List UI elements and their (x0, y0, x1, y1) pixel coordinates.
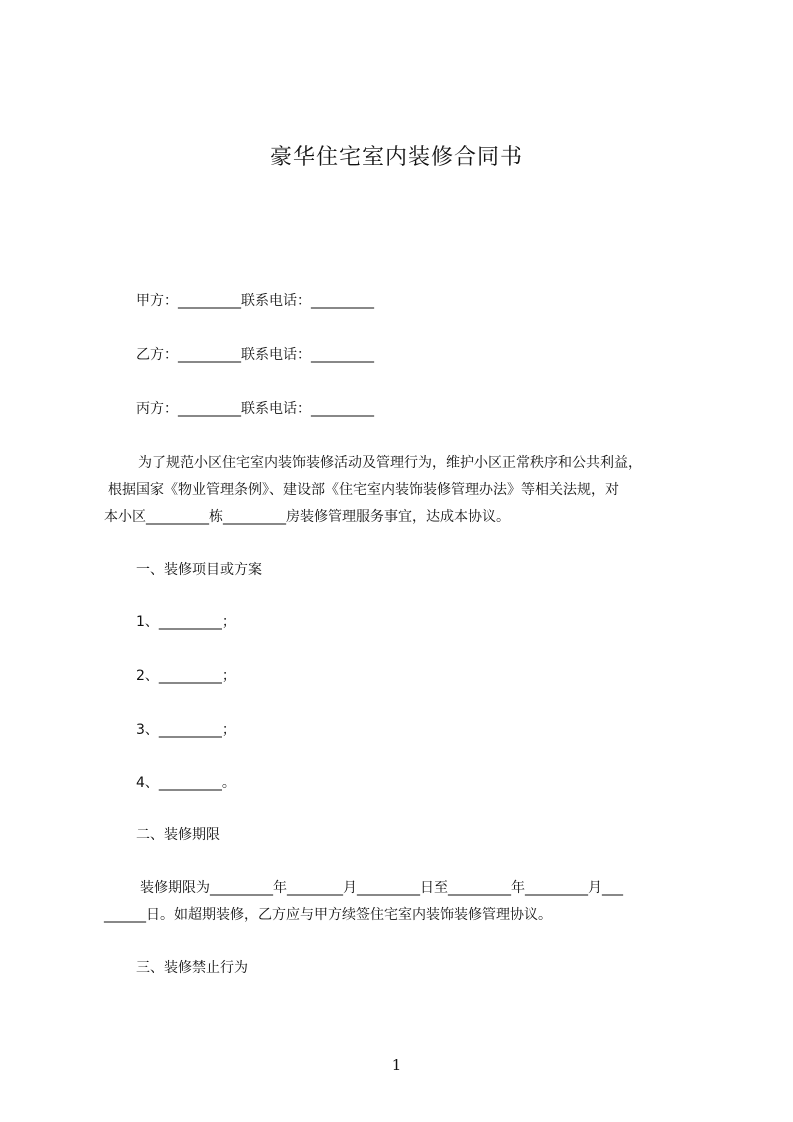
section-2-line-1: 装修期限为_________年________月_________日至_________年_________月___ (140, 880, 623, 896)
preamble-line-2: 根据国家《物业管理条例》、建设部《住宅室内装饰装修管理办法》等相关法规，对 (108, 482, 619, 498)
party-c-line: 丙方：_________联系电话：_________ (136, 401, 374, 417)
section-1-item-3: 3、_________； (136, 722, 236, 738)
preamble-line-1: 为了规范小区住宅室内装饰装修活动及管理行为，维护小区正常秩序和公共利益， (138, 455, 642, 471)
section-1-item-4: 4、_________。 (136, 775, 236, 791)
section-1-item-2: 2、_________； (136, 668, 236, 684)
section-3-heading: 三、装修禁止行为 (136, 960, 248, 976)
page-number: 1 (391, 1056, 402, 1074)
section-1-item-1: 1、_________； (136, 614, 236, 630)
preamble-line-3: 本小区_________栋_________房装修管理服务事宜，达成本协议。 (104, 509, 510, 525)
party-b-line: 乙方：_________联系电话：_________ (136, 347, 374, 363)
section-2-line-2: ______日。如超期装修，乙方应与甲方续签住宅室内装饰装修管理协议。 (104, 907, 552, 923)
document-title: 豪华住宅室内装修合同书 (269, 145, 523, 170)
party-a-line: 甲方：_________联系电话：_________ (136, 293, 374, 309)
section-1-heading: 一、装修项目或方案 (136, 562, 262, 578)
section-2-heading: 二、装修期限 (136, 827, 220, 843)
